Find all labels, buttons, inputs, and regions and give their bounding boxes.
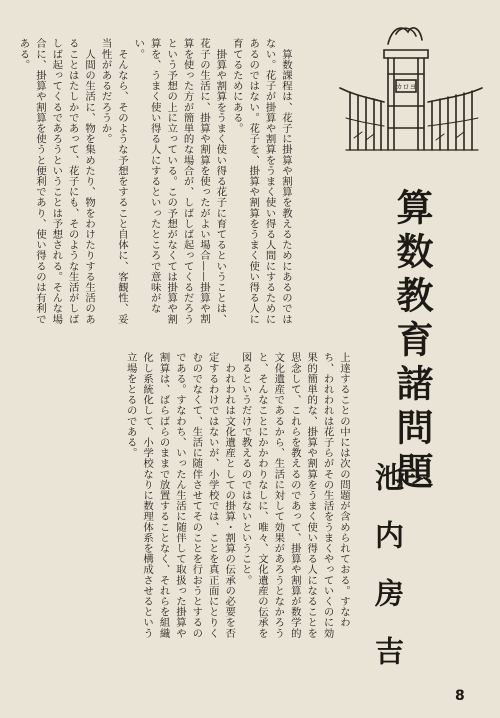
gate-plaque-text: カロヨ xyxy=(395,83,417,91)
body-text-upper: 算数課程は、花子に掛算や割算を教えるためにあるのではない。花子が掛算や割算をうまく使い得る人間にするためにあるのではない。花子を、掛算や割算をうまく使い得る人に育てるためにある。 掛算や割算をうまく使い得る花子に育てるということは、花子の生活に、掛算や割算を使ったがよい場合——掛算や割算を使った方が簡単的な場合が、しばしば起ってくるだろうという予想の上に立っている。この予想がなくては掛算や割算を、うまく使い得る人にするといったところで意味がない。 そんなら、そのような予想をすること自体に、客観性、妥当性があるだろうか。 人間の生活に、物を集めたり、物をわけたりする生活のあることはたしかであって、花子にも、そのような生活がしばしば起ってくるであろうということは予想される。そんな場合に、掛算や割算を使うと便利であり、使い得るのは有利である。 xyxy=(17,38,292,325)
body-text-lower: 上達することの中には次の問題が含められておる。すなわち、われわれは花子らがその生活をうまくやっていくのに効果的簡単的な、掛算や割算をうまく使い得る人になることを思念して、これらを教えるのであって、掛算や割算が数学的文化遺産であるから、生活に対して効果があろうとなかろうと、そんなことにかかわりなしに、唯々、文化遺産の伝承を図るというだけで教えるのではないということ。 われわれは文化遺産としての掛算・割算の伝承の必要を否定するわけではないが、小学校では、ことを真正面にとりくむのでなくて、生活に随伴させてそのことを行おうとするのである。すなわち、いったん生活に随伴して取扱った掛算や割算は、ばらばらのままで放置することなく、それらを組織化し系統化して、小学校なりに数理体系を構成させるという立場をとるのである。 xyxy=(124,352,350,639)
article-title: 算数教育諸問題 xyxy=(390,188,434,496)
gate-pillar-illustration xyxy=(336,18,486,168)
article-author: 池内房吉 xyxy=(371,462,405,694)
page-number: 8 xyxy=(455,688,465,704)
